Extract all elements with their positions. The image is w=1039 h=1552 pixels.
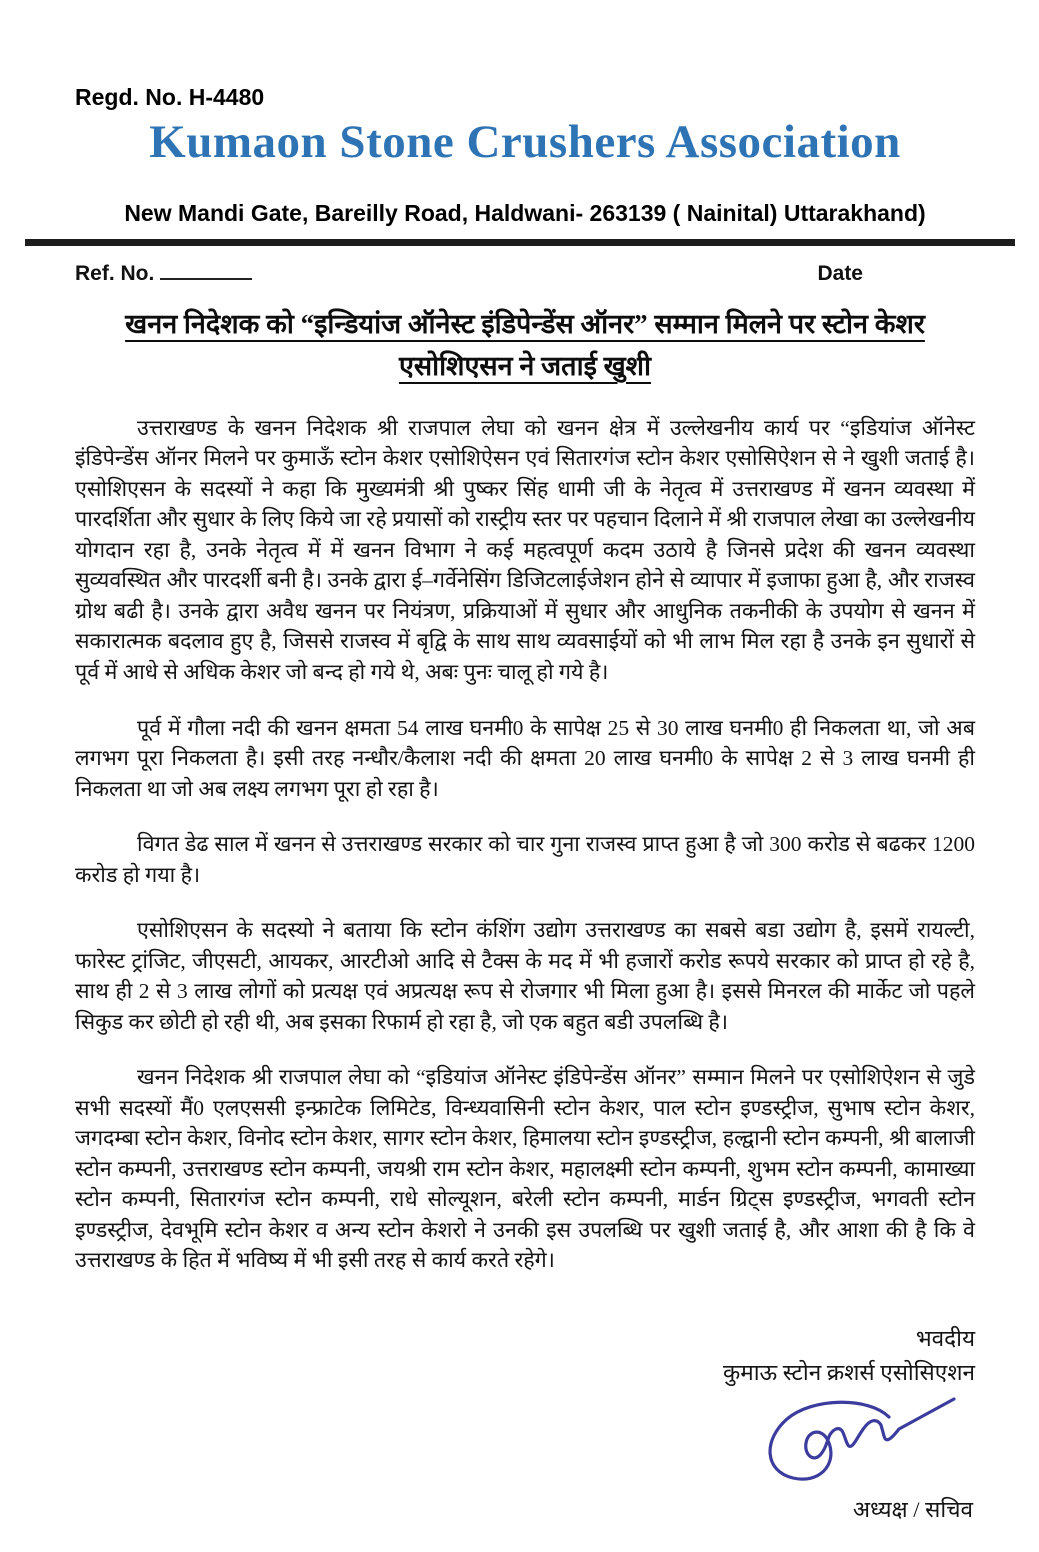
closing-salutation: भवदीय <box>915 1325 975 1351</box>
closing-organization: कुमाऊ स्टोन क्रशर्स एसोसिएशन <box>722 1359 975 1385</box>
letter-body <box>75 413 975 1276</box>
letterhead-divider <box>25 239 1015 246</box>
paragraph-1: उत्तराखण्ड के खनन निदेशक श्री राजपाल लेघा को खनन क्षेत्र में उल्लेखनीय कार्य पर “इडियांज ऑनेस्ट इंडिपेन्डेंस ऑनर मिलने पर कुमाऊँ स्टोन केशर एसोशिऐसन एवं सितारगंज स्टोन केशर एसोसिऐशन से ने खुशी जताई है। एसोशिएसन के सदस्यों ने कहा कि मुख्यमंत्री श्री पुष्कर सिंह धामी जी के नेतृत्व में उत्तराखण्ड में खनन व्यवस्था में पारदर्शिता और सुधार के लिए किये जा रहे प्रयासों को रास्ट्रीय स्तर पर पहचान दिलाने में श्री राजपाल लेखा का उल्लेखनीय योगदान रहा है, उनके नेतृत्व में में खनन विभाग ने कई महत्वपूर्ण कदम उठाये है जिनसे प्रदेश की खनन व्यवस्था सुव्यवस्थित और पारदर्शी बनी है। उनके द्वारा ई–गर्वेनेसिंग डिजिटलाईजेशन होने से व्यापार में इजाफा हुआ है, और राजस्व ग्रोथ बढी है। उनके द्वारा अवैध खनन पर नियंत्रण, प्रक्रियाओं में सुधार और आधुनिक तकनीकी के उपयोग से खनन में सकारात्मक बदलाव हुए है, जिससे राजस्व में बृद्वि के साथ साथ व्यवसाईयों को भी लाभ मिल रहा है उनके इन सुधारों से पूर्व में आधे से अधिक केशर जो बन्द हो गये थे, अबः पुनः चालू हो गये है। <box>75 415 975 684</box>
paragraph-3: विगत डेढ साल में खनन से उत्तराखण्ड सरकार को चार गुना राजस्व प्राप्त हुआ है जो 300 करोड से बढकर 1200 करोड हो गया है। <box>75 832 975 887</box>
paragraph-4: एसोशिएसन के सदस्यो ने बताया कि स्टोन कंशिंग उद्योग उत्तराखण्ड का सबसे बडा उद्योग है, इसमें रायल्टी, फारेस्ट ट्रांजिट, जीएसटी, आयकर, आरटीओ आदि से टैक्स के मद में भी हजारों करोड रूपये सरकार को प्राप्त हो रहे है, साथ ही 2 से 3 लाख लोगों को प्रत्यक्ष एवं अप्रत्यक्ष रूप से रोजगार भी मिला हुआ है। इससे मिनरल की मार्केट जो पहले सिकुड कर छोटी हो रही थी, अब इसका रिफार्म हो रहा है, जो एक बहुत बडी उपलब्धि है। <box>75 918 975 1034</box>
closing-designation: अध्यक्ष / सचिव <box>852 1497 973 1522</box>
paragraph-5: खनन निदेशक श्री राजपाल लेघा को “इडियांज ऑनेस्ट इंडिपेन्डेंस ऑनर” सम्मान मिलने पर एसोशिऐशन से जुडे सभी सदस्यों मैं0 एलएससी इन्फ्राटेक लिमिटेड, विन्ध्यवासिनी स्टोन केशर, पाल स्टोन इण्डस्ट्रीज, सुभाष स्टोन केशर, जगदम्बा स्टोन केशर, विनोद स्टोन केशर, सागर स्टोन केशर, हिमालया स्टोन इण्डस्ट्रीज, हल्द्वानी स्टोन कम्पनी, श्री बालाजी स्टोन कम्पनी, उत्तराखण्ड स्टोन कम्पनी, जयश्री राम स्टोन केशर, महालक्ष्मी स्टोन कम्पनी, शुभम स्टोन कम्पनी, कामाख्या स्टोन कम्पनी, सितारगंज स्टोन कम्पनी, राधे सोल्यूशन, बरेली स्टोन कम्पनी, मार्डन ग्रिट्स इण्डस्ट्रीज, भगवती स्टोन इण्डस्ट्रीज, देवभूमि स्टोन केशर व अन्य स्टोन केशरो ने उनकी इस उपलब्धि पर खुशी जताई है, और आशा की है कि वे उत्तराखण्ड के हित में भविष्य में भी इसी तरह से कार्य करते रहेगे। <box>75 1065 975 1273</box>
ref-no-field <box>75 262 252 286</box>
ref-no-label: Ref. No. <box>75 262 155 286</box>
date-label: Date <box>817 262 863 286</box>
ref-no-blank-line <box>160 266 252 280</box>
letterhead <box>75 84 975 246</box>
registration-number: Regd. No. H-4480 <box>75 84 265 110</box>
closing-block <box>75 1322 975 1527</box>
letter-headline: खनन निदेशक को “इन्डियांज ऑनेस्ट इंडिपेन्डेंस ऑनर” सम्मान मिलने पर स्टोन केशर एसोशिएसन ने जताई खुशी <box>125 309 925 382</box>
signature-ink <box>75 1391 961 1493</box>
organization-name: Kumaon Stone Crushers Association <box>149 116 901 168</box>
ref-date-row <box>75 262 975 286</box>
organization-address: New Mandi Gate, Bareilly Road, Haldwani- 263139 ( Nainital) Uttarakhand) <box>124 200 926 227</box>
paragraph-2: पूर्व में गौला नदी की खनन क्षमता 54 लाख घनमी0 के सापेक्ष 25 से 30 लाख घनमी0 ही निकलता था, जो अब लगभग पूरा निकलता है। इसी तरह नन्धौर/कैलाश नदी की क्षमता 20 लाख घनमी0 के सापेक्ष 2 से 3 लाख घनमी ही निकलता था जो अब लक्ष्य लगभग पूरा हो रहा है। <box>75 715 975 801</box>
